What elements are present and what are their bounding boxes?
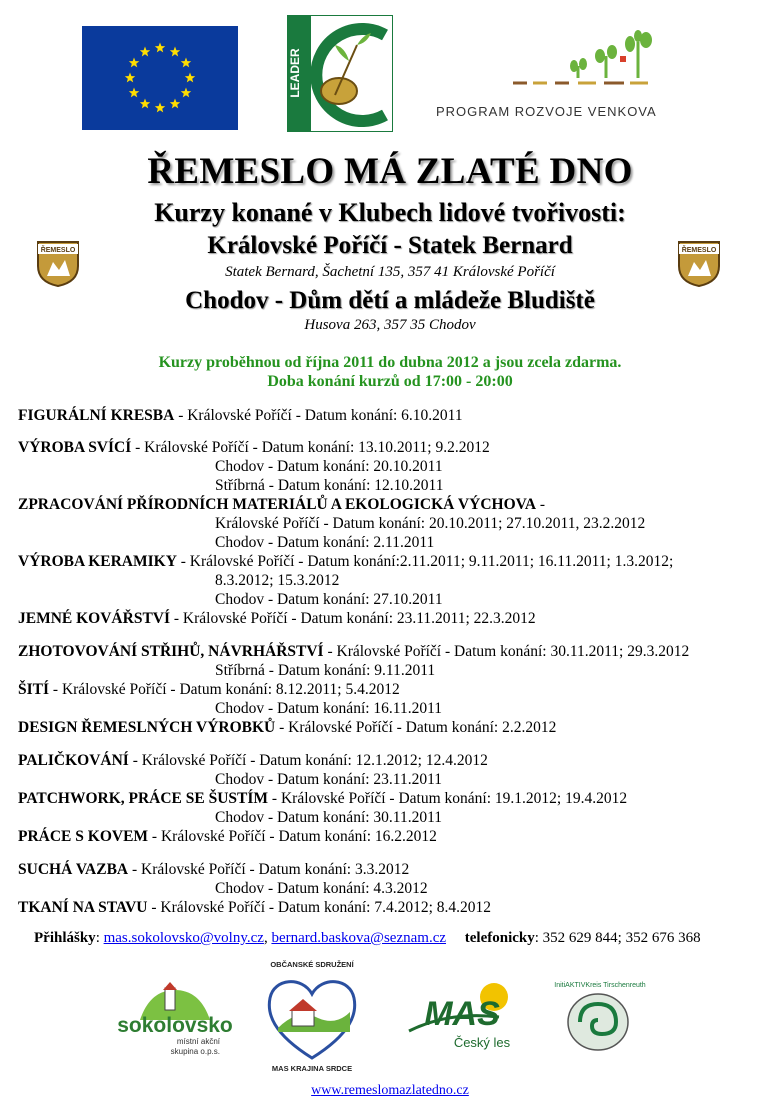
course-details: - xyxy=(536,496,546,513)
course-entry xyxy=(18,643,689,661)
course-name: ZHOTOVOVÁNÍ STŘIHŮ, NÁVRHÁŘSTVÍ xyxy=(18,643,324,660)
mas-name: MAS xyxy=(424,995,500,1033)
aktiv-kreis-logo xyxy=(550,978,650,1058)
course-details: Chodov - Datum konání: 20.10.2011 xyxy=(215,458,443,475)
course-name: VÝROBA SVÍCÍ xyxy=(18,439,132,456)
course-details: Chodov - Datum konání: 4.3.2012 xyxy=(215,880,428,897)
mas-cesky-les-logo xyxy=(404,975,524,1055)
course-details: Chodov - Datum konání: 27.10.2011 xyxy=(215,591,443,608)
krajina-top-text: OBČANSKÉ SDRUŽENÍ xyxy=(270,960,354,969)
course-entry-continuation xyxy=(215,771,442,789)
course-name: SUCHÁ VAZBA xyxy=(18,861,129,878)
course-entry-continuation xyxy=(215,458,443,476)
mas-subtitle: Český les xyxy=(453,1035,511,1050)
krajina-srdce-logo xyxy=(262,958,362,1073)
course-entry-continuation xyxy=(215,662,435,680)
footer-website xyxy=(0,1083,780,1099)
email-link-bernard[interactable]: bernard.baskova@seznam.cz xyxy=(271,930,447,946)
contacts-colon: : xyxy=(95,930,104,946)
course-entry xyxy=(18,752,488,770)
course-entry xyxy=(18,790,627,808)
sokolovsko-sub1: místní akční xyxy=(176,1037,220,1046)
course-details: - Královské Poříčí - Datum konání: 19.1.2012; 19.4.2012 xyxy=(268,790,628,807)
info-line-dates: Kurzy proběhnou od října 2011 do dubna 2012 a jsou zcela zdarma. xyxy=(158,354,622,371)
course-details: - Královské Poříčí - Datum konání: 13.10.2011; 9.2.2012 xyxy=(131,439,490,456)
course-entry xyxy=(18,719,556,737)
phone-label: telefonicky xyxy=(464,930,535,946)
contacts-label: Přihlášky xyxy=(34,930,96,946)
course-entry xyxy=(18,899,491,917)
course-entry-continuation xyxy=(215,809,442,827)
course-name: ZPRACOVÁNÍ PŘÍRODNÍCH MATERIÁLŮ A EKOLOGICKÁ VÝCHOVA xyxy=(18,496,537,513)
course-name: DESIGN ŘEMESLNÝCH VÝROBKŮ xyxy=(18,719,276,736)
leader-text: LEADER xyxy=(288,48,302,98)
venue-chodov-address: Husova 263, 357 35 Chodov xyxy=(304,317,476,333)
course-details: Chodov - Datum konání: 16.11.2011 xyxy=(215,700,443,717)
course-entry-continuation xyxy=(215,534,434,552)
course-entry-continuation xyxy=(215,572,339,590)
phone-numbers: : 352 629 844; 352 676 368 xyxy=(534,930,701,946)
course-details: Stříbrná - Datum konání: 9.11.2011 xyxy=(215,662,436,679)
course-details: - Královské Poříčí - Datum konání: 3.3.2012 xyxy=(128,861,410,878)
prv-text: PROGRAM ROZVOJE VENKOVA xyxy=(436,104,657,119)
svg-text:ŘEMESLO: ŘEMESLO xyxy=(681,247,717,254)
sokolovsko-name: sokolovsko xyxy=(117,1014,233,1037)
course-name: ŠITÍ xyxy=(18,681,50,698)
prv-logo xyxy=(428,28,668,123)
venue-kralovske-porici: Královské Poříčí - Statek Bernard xyxy=(207,232,573,259)
leader-logo xyxy=(287,15,393,132)
course-entry xyxy=(18,553,673,571)
course-details: Stříbrná - Datum konání: 12.10.2011 xyxy=(215,477,444,494)
venue-kralovske-porici-address: Statek Bernard, Šachetní 135, 357 41 Královské Poříčí xyxy=(225,264,555,280)
course-entry-continuation xyxy=(215,591,443,609)
course-name: VÝROBA KERAMIKY xyxy=(18,553,177,570)
course-details: - Královské Poříčí - Datum konání: 6.10.2011 xyxy=(174,407,463,424)
venue-chodov: Chodov - Dům dětí a mládeže Bludiště xyxy=(185,287,595,314)
course-details: - Královské Poříčí - Datum konání: 16.2.2012 xyxy=(148,828,437,845)
course-details: - Královské Poříčí - Datum konání: 2.2.2012 xyxy=(275,719,557,736)
course-name: PRÁCE S KOVEM xyxy=(18,828,149,845)
krajina-bottom-text: MAS KRAJINA SRDCE xyxy=(271,1064,353,1073)
course-entry xyxy=(18,439,490,457)
course-details: - Královské Poříčí - Datum konání: 12.1.2012; 12.4.2012 xyxy=(128,752,488,769)
contacts-separator: , xyxy=(263,930,272,946)
page-subtitle: Kurzy konané v Klubech lidové tvořivosti: xyxy=(154,198,626,227)
email-link-sokolovsko[interactable]: mas.sokolovsko@volny.cz xyxy=(103,930,264,946)
course-entry xyxy=(18,828,437,846)
course-entry-continuation xyxy=(215,700,442,718)
page-title: ŘEMESLO MÁ ZLATÉ DNO xyxy=(147,151,633,192)
course-details: Chodov - Datum konání: 23.11.2011 xyxy=(215,771,443,788)
course-entry xyxy=(18,610,536,628)
course-details: - Královské Poříčí - Datum konání: 30.11.2011; 29.3.2012 xyxy=(323,643,690,660)
course-name: FIGURÁLNÍ KRESBA xyxy=(18,407,175,424)
course-details: Chodov - Datum konání: 2.11.2011 xyxy=(215,534,435,551)
info-line-time: Doba konání kurzů od 17:00 - 20:00 xyxy=(267,373,513,390)
course-entry xyxy=(18,681,400,699)
course-name: JEMNÉ KOVÁŘSTVÍ xyxy=(18,610,171,627)
course-name: PALIČKOVÁNÍ xyxy=(18,752,129,769)
course-details: Královské Poříčí - Datum konání: 20.10.2011; 27.10.2011, 23.2.2012 xyxy=(215,515,646,532)
course-details: - Královské Poříčí - Datum konání: 23.11.2011; 22.3.2012 xyxy=(170,610,536,627)
eu-flag-logo xyxy=(82,26,238,130)
svg-text:ŘEMESLO: ŘEMESLO xyxy=(40,247,76,254)
sokolovsko-sub2: skupina o.p.s. xyxy=(170,1047,220,1056)
course-details: 8.3.2012; 15.3.2012 xyxy=(215,572,340,589)
course-entry-continuation xyxy=(215,477,443,495)
course-entry-continuation xyxy=(215,880,428,898)
course-details: Chodov - Datum konání: 30.11.2011 xyxy=(215,809,443,826)
aktiv-text: InitiAKTIVKreis Tirschenreuth xyxy=(554,982,646,989)
website-link[interactable]: www.remeslomazlatedno.cz xyxy=(311,1083,469,1098)
course-entry xyxy=(18,407,463,425)
course-details: - Královské Poříčí - Datum konání: 8.12.2011; 5.4.2012 xyxy=(49,681,400,698)
contacts-line xyxy=(34,930,701,947)
course-name: TKANÍ NA STAVU xyxy=(18,899,148,916)
course-entry xyxy=(18,496,545,514)
course-entry-continuation xyxy=(215,515,645,533)
course-entry xyxy=(18,861,409,879)
course-name: PATCHWORK, PRÁCE SE ŠUSTÍM xyxy=(18,790,269,807)
sokolovsko-logo xyxy=(110,980,240,1060)
course-details: - Královské Poříčí - Datum konání:2.11.2011; 9.11.2011; 16.11.2011; 1.3.2012; xyxy=(176,553,674,570)
course-details: - Královské Poříčí - Datum konání: 7.4.2012; 8.4.2012 xyxy=(147,899,492,916)
